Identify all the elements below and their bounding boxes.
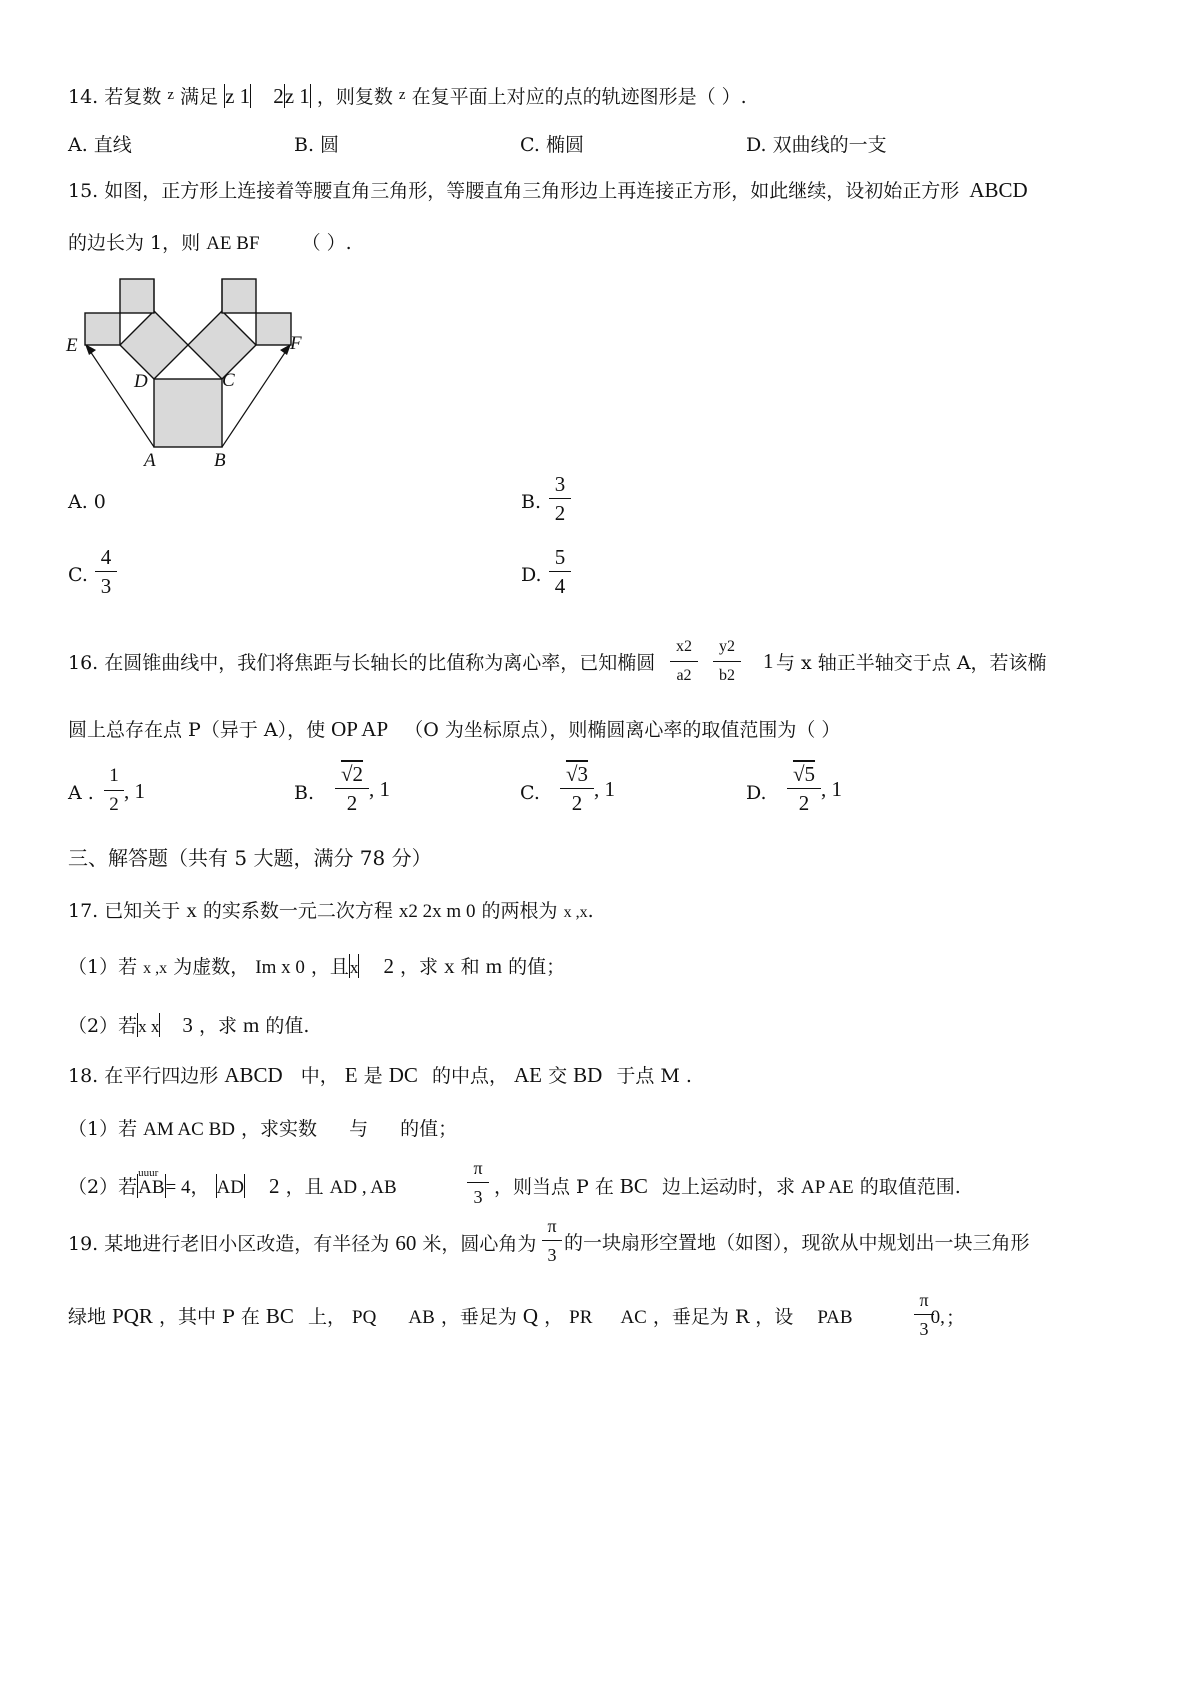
q17-two: 2 (383, 954, 394, 978)
q17-p1-roots: x ,x (143, 960, 168, 977)
q17-p1e: 和 (460, 956, 480, 978)
q17-im: Im x 0 (255, 957, 305, 978)
q14-option-c: C. 椭圆 (520, 134, 584, 156)
q17-p2b: ，求 (198, 1015, 237, 1037)
q18-p2b: ，且 (285, 1176, 324, 1198)
q18-ap-ae: AP AE (801, 1177, 854, 1198)
q18-two: 2 (269, 1174, 280, 1198)
q19-zero: 0, (930, 1307, 945, 1328)
q18-a: 18. 在平行四边形 (68, 1065, 219, 1087)
q17-x1: x (444, 954, 455, 978)
q19-line1 (68, 1230, 536, 1257)
q14-option-b: B. 圆 (294, 134, 340, 156)
q16-option-c-tail: , 1 (594, 777, 615, 801)
fig-square-abcd (154, 379, 222, 447)
q19-pr: PR (569, 1307, 593, 1328)
q17-p2a: （2）若 (68, 1015, 138, 1037)
q16-option-b-tail: , 1 (369, 777, 390, 801)
q19-line2b: ，其中 P 在 (158, 1306, 260, 1328)
fig-label-d: D (134, 371, 148, 392)
q17-d: . (587, 900, 594, 922)
q16-option-a-frac: 1 2 (104, 763, 124, 818)
q17-p1a: （1）若 (68, 956, 138, 978)
q17-equation: x2 2x m 0 (398, 901, 476, 922)
q16-option-d-label: D. (746, 782, 767, 804)
q16-line1b: 与 x 轴正半轴交于点 A，若该椭 (776, 652, 1047, 674)
q16-option-a-label: A . (68, 782, 94, 804)
fig-label-c: C (222, 370, 235, 391)
q15-option-b-frac: 3 2 (549, 471, 571, 526)
fig-label-a: A (144, 450, 156, 471)
fig-label-e: E (66, 335, 78, 356)
q18-am-expr: AM AC BD (143, 1119, 235, 1140)
q15-line2b: （ ）. (301, 232, 352, 254)
q16-option-d-frac: √5 2 (787, 761, 821, 816)
q16-line1a: 16. 在圆锥曲线中，我们将焦距与长轴长的比值称为离心率，已知椭圆 (68, 652, 656, 674)
q18-dc: DC (388, 1063, 418, 1087)
q17-x: x (186, 898, 197, 922)
fig-label-f: F (290, 333, 302, 354)
q18-ae: AE (514, 1063, 543, 1087)
q19-ab: AB (408, 1307, 435, 1328)
fig-square-e (85, 313, 120, 345)
q17-abs-x: x (349, 958, 359, 977)
q15-option-b-label: B. (521, 491, 542, 513)
q17-c: 的两根为 (481, 900, 558, 922)
q15-option-c-label: C. (68, 564, 88, 586)
q16-line2a: 圆上总存在点 P（异于 A），使 (68, 719, 326, 741)
q16-line2 (68, 716, 840, 743)
q19-line2a: 绿地 (68, 1306, 107, 1328)
q16-line2b: （O 为坐标原点），则椭圆离心率的取值范围为（ ） (404, 719, 841, 741)
q14-stem-c: ，则复数 (316, 86, 393, 108)
q14-z2: z (398, 87, 406, 103)
q17-m2: m (243, 1013, 260, 1037)
q15-option-c-frac: 4 3 (95, 544, 117, 599)
q15-option-d-label: D. (521, 564, 542, 586)
q17-abs-diff: x x (138, 1017, 160, 1036)
q15-abcd: ABCD (969, 178, 1028, 202)
q15-ae-bf: AE BF (206, 233, 260, 254)
q19-pab: PAB (817, 1307, 853, 1328)
q15-line1-text: 15. 如图，正方形上连接着等腰直角三角形，等腰直角三角形边上再连接正方形，如此继续，设初始正方形 (68, 180, 960, 202)
q16-one: 1 (763, 649, 774, 673)
q19-line2f: ，垂足为 R ，设 (652, 1306, 794, 1328)
fig-square-right (188, 311, 256, 379)
q18-p2a: （2）若 (68, 1176, 138, 1198)
q19-sixty: 60 (395, 1231, 417, 1255)
q18-c: 是 (363, 1065, 383, 1087)
q18-line (68, 1062, 692, 1089)
q18-f: 于点 M . (616, 1065, 692, 1087)
q14-expr-c: 2 (273, 84, 284, 108)
q14-z1: z (167, 87, 174, 103)
q19-pi-frac: π 3 (542, 1213, 562, 1268)
q16-option-c-frac: √3 2 (560, 761, 594, 816)
q18-e2: 交 (548, 1065, 568, 1087)
q16-option-d-tail: , 1 (821, 777, 842, 801)
q18-bd: BD (573, 1063, 603, 1087)
q19-ac: AC (620, 1307, 647, 1328)
q19-q: Q (522, 1304, 539, 1328)
q15-line1 (68, 177, 1028, 204)
q14-expr: z 1 (225, 84, 251, 108)
q14-stem-a: 14. 若复数 (68, 86, 162, 108)
q16-option-c-label: C. (520, 782, 540, 804)
q18-p2d: 边上运动时，求 (661, 1176, 795, 1198)
fig-square-top-right (222, 279, 256, 313)
q18-p2e: 的取值范围. (859, 1176, 961, 1198)
q19-line2 (68, 1303, 945, 1331)
fig-square-f (256, 313, 291, 345)
q18-part1 (68, 1116, 457, 1143)
q19-line2e: ， (544, 1306, 564, 1328)
q18-p1b: ，求实数 (241, 1118, 318, 1140)
fig-label-b: B (214, 450, 226, 471)
fig-square-left (120, 311, 188, 379)
q18-p1a: （1）若 (68, 1118, 138, 1140)
q14-line (68, 83, 747, 112)
q18-p2c: ，则当点 P 在 (494, 1176, 614, 1198)
q14-expr-d: z 1 (284, 84, 310, 108)
q17-p2c: 的值. (265, 1015, 310, 1037)
q18-abcd: ABCD (224, 1063, 283, 1087)
q15-figure (62, 272, 322, 472)
q19-line2d: ，垂足为 (440, 1306, 517, 1328)
q17-roots: x ,x (563, 904, 588, 921)
fig-square-top-left (120, 279, 154, 313)
q17-b: 的实系数一元二次方程 (202, 900, 393, 922)
q15-line2 (68, 230, 352, 257)
q19-semicolon: ； (946, 1307, 966, 1329)
q14-option-d: D. 双曲线的一支 (746, 134, 887, 156)
q19-b: 米，圆心角为 (422, 1233, 537, 1255)
q19-pqr: PQR (112, 1304, 153, 1328)
q15-option-a: A. 0 (68, 491, 106, 513)
q18-ad-ab: AD , AB (329, 1177, 397, 1198)
q16-option-b-frac: √2 2 (335, 761, 369, 816)
q17-p1f: 的值； (508, 956, 566, 978)
q14-option-a: A. 直线 (68, 134, 132, 156)
q17-p1b: 为虚数， (173, 956, 250, 978)
q18-pi-frac: π 3 (467, 1155, 489, 1210)
q15-option-d-frac: 5 4 (549, 544, 571, 599)
q19-range-frac: π 3 (914, 1287, 934, 1342)
q18-eq4: = 4， (165, 1177, 210, 1198)
q17-p1c: ，且 (310, 956, 349, 978)
q18-e: E (344, 1063, 358, 1087)
q16-option-a-tail: , 1 (124, 779, 145, 803)
q15-line2a: 的边长为 1，则 (68, 232, 201, 254)
q18-ab: AB (138, 1177, 165, 1198)
q17-part1 (68, 953, 565, 982)
q18-bc: BC (619, 1174, 648, 1198)
q18-p1d: 的值； (400, 1118, 458, 1140)
q18-d: 的中点， (431, 1065, 508, 1087)
q16-option-b-label: B. (294, 782, 315, 804)
q17-a: 17. 已知关于 (68, 900, 181, 922)
q18-b: 中， (300, 1065, 339, 1087)
q16-frac-y: y2 b2 (713, 634, 741, 689)
q18-vector-mark: uuur (138, 1167, 159, 1179)
q18-p1c: 与 (349, 1118, 369, 1140)
q17-m: m (485, 954, 503, 978)
q18-part2 (68, 1167, 397, 1201)
q17-part2 (68, 1012, 309, 1040)
q19-line1c: 的一块扇形空置地（如图），现欲从中规划出一块三角形 (564, 1232, 1030, 1254)
q14-stem-b: 满足 (180, 86, 219, 108)
q18-ad: AD (216, 1177, 244, 1198)
q19-a: 19. 某地进行老旧小区改造，有半径为 (68, 1233, 390, 1255)
q16-op-ap: OP AP (331, 717, 389, 741)
section-heading: 三、解答题（共有 5 大题，满分 78 分） (68, 846, 432, 870)
q17-three: 3 (182, 1013, 193, 1037)
q19-bc: BC (265, 1304, 294, 1328)
q19-pq: PQ (352, 1307, 377, 1328)
q16-frac-x: x2 a2 (670, 634, 698, 689)
q19-line2c: 上， (307, 1306, 346, 1328)
q17-p1d: ，求 (400, 956, 439, 978)
q18-part2b (494, 1173, 961, 1201)
q17-line (68, 897, 594, 926)
q14-stem-d: 在复平面上对应的点的轨迹图形是（ ）. (411, 86, 747, 108)
